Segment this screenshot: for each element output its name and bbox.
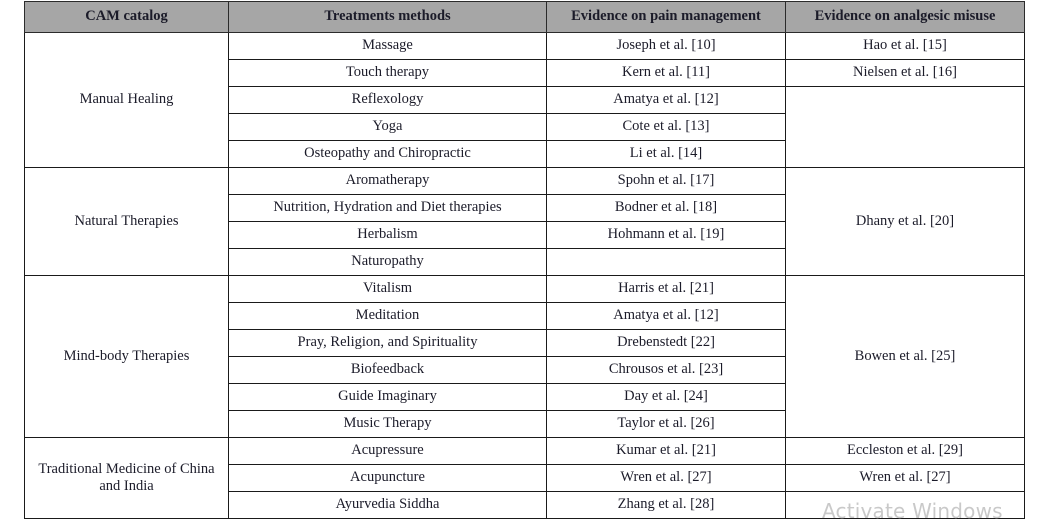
evidence-pain-management-cell: Cote et al. [13] <box>547 114 786 141</box>
evidence-analgesic-misuse-cell: Dhany et al. [20] <box>786 168 1025 276</box>
evidence-pain-management-cell: Taylor et al. [26] <box>547 411 786 438</box>
treatment-method-cell: Osteopathy and Chiropractic <box>229 141 547 168</box>
evidence-pain-management-cell: Kumar et al. [21] <box>547 438 786 465</box>
evidence-pain-management-cell: Day et al. [24] <box>547 384 786 411</box>
watermark-title: Activate Windows <box>822 499 1003 523</box>
treatment-method-cell: Acupressure <box>229 438 547 465</box>
treatment-method-cell: Aromatherapy <box>229 168 547 195</box>
cam-catalog-table <box>24 1 1025 519</box>
table-header <box>25 2 1025 33</box>
evidence-analgesic-misuse-cell <box>786 87 1025 168</box>
evidence-pain-management-cell: Wren et al. [27] <box>547 465 786 492</box>
evidence-pain-management-cell <box>547 249 786 276</box>
treatment-method-cell: Vitalism <box>229 276 547 303</box>
treatment-method-cell: Guide Imaginary <box>229 384 547 411</box>
evidence-pain-management-cell: Li et al. [14] <box>547 141 786 168</box>
evidence-pain-management-cell: Zhang et al. [28] <box>547 492 786 519</box>
evidence-analgesic-misuse-cell: Hao et al. [15] <box>786 33 1025 60</box>
table-row <box>25 438 1025 465</box>
treatment-method-cell: Meditation <box>229 303 547 330</box>
evidence-analgesic-misuse-cell: Bowen et al. [25] <box>786 276 1025 438</box>
treatment-method-cell: Naturopathy <box>229 249 547 276</box>
table-header-row <box>25 2 1025 33</box>
column-header-cam-catalog: CAM catalog <box>25 2 229 33</box>
evidence-pain-management-cell: Joseph et al. [10] <box>547 33 786 60</box>
evidence-pain-management-cell: Amatya et al. [12] <box>547 87 786 114</box>
cam-catalog-cell: Manual Healing <box>25 33 229 168</box>
column-header-evidence-analgesic-misuse: Evidence on analgesic misuse <box>786 2 1025 33</box>
evidence-pain-management-cell: Amatya et al. [12] <box>547 303 786 330</box>
treatment-method-cell: Reflexology <box>229 87 547 114</box>
cam-catalog-cell: Natural Therapies <box>25 168 229 276</box>
evidence-pain-management-cell: Hohmann et al. [19] <box>547 222 786 249</box>
treatment-method-cell: Yoga <box>229 114 547 141</box>
evidence-pain-management-cell: Spohn et al. [17] <box>547 168 786 195</box>
treatment-method-cell: Biofeedback <box>229 357 547 384</box>
table-body <box>25 33 1025 519</box>
evidence-pain-management-cell: Chrousos et al. [23] <box>547 357 786 384</box>
table-row <box>25 276 1025 303</box>
evidence-pain-management-cell: Drebenstedt [22] <box>547 330 786 357</box>
evidence-analgesic-misuse-cell: Eccleston et al. [29] <box>786 438 1025 465</box>
treatment-method-cell: Herbalism <box>229 222 547 249</box>
evidence-analgesic-misuse-cell: Nielsen et al. [16] <box>786 60 1025 87</box>
evidence-analgesic-misuse-cell <box>786 492 1025 519</box>
column-header-evidence-pain-management: Evidence on pain management <box>547 2 786 33</box>
treatment-method-cell: Massage <box>229 33 547 60</box>
treatment-method-cell: Nutrition, Hydration and Diet therapies <box>229 195 547 222</box>
cam-catalog-cell: Mind-body Therapies <box>25 276 229 438</box>
treatment-method-cell: Music Therapy <box>229 411 547 438</box>
cam-catalog-table-container <box>24 1 1024 519</box>
evidence-pain-management-cell: Bodner et al. [18] <box>547 195 786 222</box>
column-header-treatments-methods: Treatments methods <box>229 2 547 33</box>
treatment-method-cell: Pray, Religion, and Spirituality <box>229 330 547 357</box>
table-row <box>25 33 1025 60</box>
table-row <box>25 168 1025 195</box>
treatment-method-cell: Acupuncture <box>229 465 547 492</box>
treatment-method-cell: Touch therapy <box>229 60 547 87</box>
evidence-pain-management-cell: Kern et al. [11] <box>547 60 786 87</box>
treatment-method-cell: Ayurvedia Siddha <box>229 492 547 519</box>
cam-catalog-cell: Traditional Medicine of China and India <box>25 438 229 519</box>
evidence-pain-management-cell: Harris et al. [21] <box>547 276 786 303</box>
evidence-analgesic-misuse-cell: Wren et al. [27] <box>786 465 1025 492</box>
